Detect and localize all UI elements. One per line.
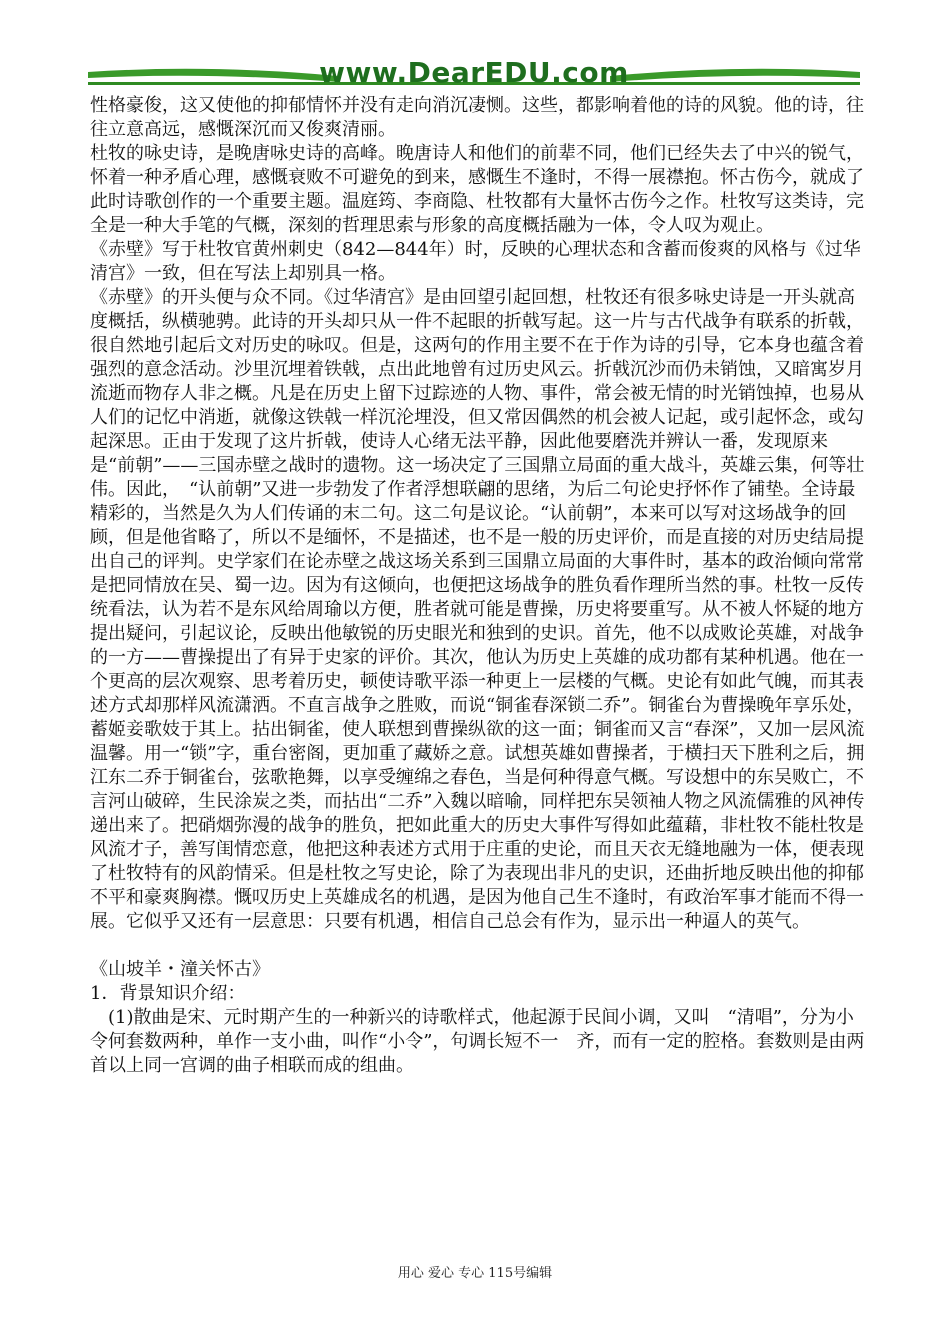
paragraph: 杜牧的咏史诗，是晚唐咏史诗的高峰。晚唐诗人和他们的前辈不同，他们已经失去了中兴的锐气，怀着一种矛盾心理，感慨衰败不可避免的到来，感慨生不逢时，不得一展襟抱。怀古伤今，就成了此时诗歌创作的一个重要主题。温庭筠、李商隐、杜牧都有大量怀古伤今之作。杜牧写这类诗，完全是一种大手笔的气概，深刻的哲理思索与形象的高度概括融为一体，令人叹为观止。	[90, 143, 864, 236]
section-title: 《山坡羊・潼关怀古》	[90, 959, 270, 980]
paragraph: 《赤壁》的开头便与众不同。《过华清宫》是由回望引起回想，杜牧还有很多咏史诗是一开头就高度概括，纵横驰骋。此诗的开头却只从一件不起眼的折戟写起。这一片与古代战争有联系的折戟，很自然地引起后文对历史的咏叹。但是，这两句的作用主要不在于作为诗的引导，它本身也蕴含着强烈的意念活动。沙里沉埋着铁戟，点出此地曾有过历史风云。折戟沉沙而仍未销蚀，又暗寓岁月流逝而物存人非之概。凡是在历史上留下过踪迹的人物、事件，常会被无情的时光销蚀掉，也易从人们的记忆中消逝，就像这铁戟一样沉沦埋没，但又常因偶然的机会被人记起，或引起怀念，或勾起深思。正由于发现了这片折戟，使诗人心绪无法平静，因此他要磨洗并辨认一番，发现原来是“前朝”——三国赤壁之战时的遗物。这一场决定了三国鼎立局面的重大战斗，英雄云集，何等壮伟。因此， “认前朝”又进一步勃发了作者浮想联翩的思绪，为后二句论史抒怀作了铺垫。全诗最精彩的，当然是久为人们传诵的末二句。这二句是议论。“认前朝”，本来可以写对这场战争的回顾，但是他省略了，所以不是缅怀，不是描述，也不是一般的历史评价，而是直接的对历史结局提出自己的评判。史学家们在论赤壁之战这场关系到三国鼎立局面的大事件时，基本的政治倾向常常是把同情放在吴、蜀一边。因为有这倾向，也便把这场战争的胜负看作理所当然的事。杜牧一反传统看法，认为若不是东风给周瑜以方便，胜者就可能是曹操，历史将要重写。从不被人怀疑的地方提出疑问，引起议论，反映出他敏锐的历史眼光和独到的史识。首先，他不以成败论英雄，对战争的一方——曹操提出了有异于史家的评价。其次，他认为历史上英雄的成功都有某种机遇。他在一个更高的层次观察、思考着历史，顿使诗歌平添一种更上一层楼的气概。史论有如此气魄，而其表述方式却那样风流潇洒。不直言战争之胜败，而说“铜雀春深锁二乔”。铜雀台为曹操晚年享乐处，蓄姬妾歌妓于其上。拈出铜雀，使人联想到曹操纵欲的这一面；铜雀而又言“春深”，又加一层风流温馨。用一“锁”字，重台密阁，更加重了藏娇之意。试想英雄如曹操者，于横扫天下胜利之后，拥江东二乔于铜雀台，弦歌艳舞，以享受缠绵之春色，当是何种得意气概。写设想中的东吴败亡，不言河山破碎，生民涂炭之类，而拈出“二乔”入魏以暗喻，同样把东吴领袖人物之风流儒雅的风神传递出来了。把硝烟弥漫的战争的胜负，把如此重大的历史大事件写得如此蕴藉，非杜牧不能杜牧是风流才子，善写闺情恋意，他把这种表述方式用于庄重的史论，而且天衣无缝地融为一体，便表现了杜牧特有的风韵情采。但是杜牧之写史论，除了为表现出非凡的史识，还曲折地反映出他的抑郁不平和豪爽胸襟。慨叹历史上英雄成名的机遇，是因为他自己生不逢时，有政治军事才能而不得一展。它似乎又还有一层意思：只要有机遇，相信自己总会有作为，显示出一种逼人的英气。	[90, 287, 865, 932]
site-header	[88, 58, 860, 94]
section-heading: 1．背景知识介绍：	[90, 983, 246, 1004]
paragraph: 性格豪俊，这又使他的抑郁情怀并没有走向消沉凄恻。这些，都影响着他的诗的风貌。他的诗，往往立意高远，感慨深沉而又俊爽清丽。	[90, 95, 864, 140]
blank-line	[90, 934, 866, 958]
paragraph: 《赤壁》写于杜牧官黄州刺史（842—844年）时，反映的心理状态和含蓄而俊爽的风格与《过华清宫》一致，但在写法上却别具一格。	[90, 239, 861, 284]
page-footer: 用心 爱心 专心 115号编辑	[397, 1266, 553, 1281]
paragraph: (1)散曲是宋、元时期产生的一种新兴的诗歌样式，他起源于民间小调，又叫 “清唱”，分为小令何套数两种，单作一支小曲，叫作“小令”，句调长短不一 齐，而有一定的腔格。套数则是由两首以上同一宫调的曲子相联而成的组曲。	[90, 1007, 865, 1076]
site-logo[interactable]: www.DearEDU.com	[319, 56, 629, 89]
article-body	[90, 94, 866, 1078]
